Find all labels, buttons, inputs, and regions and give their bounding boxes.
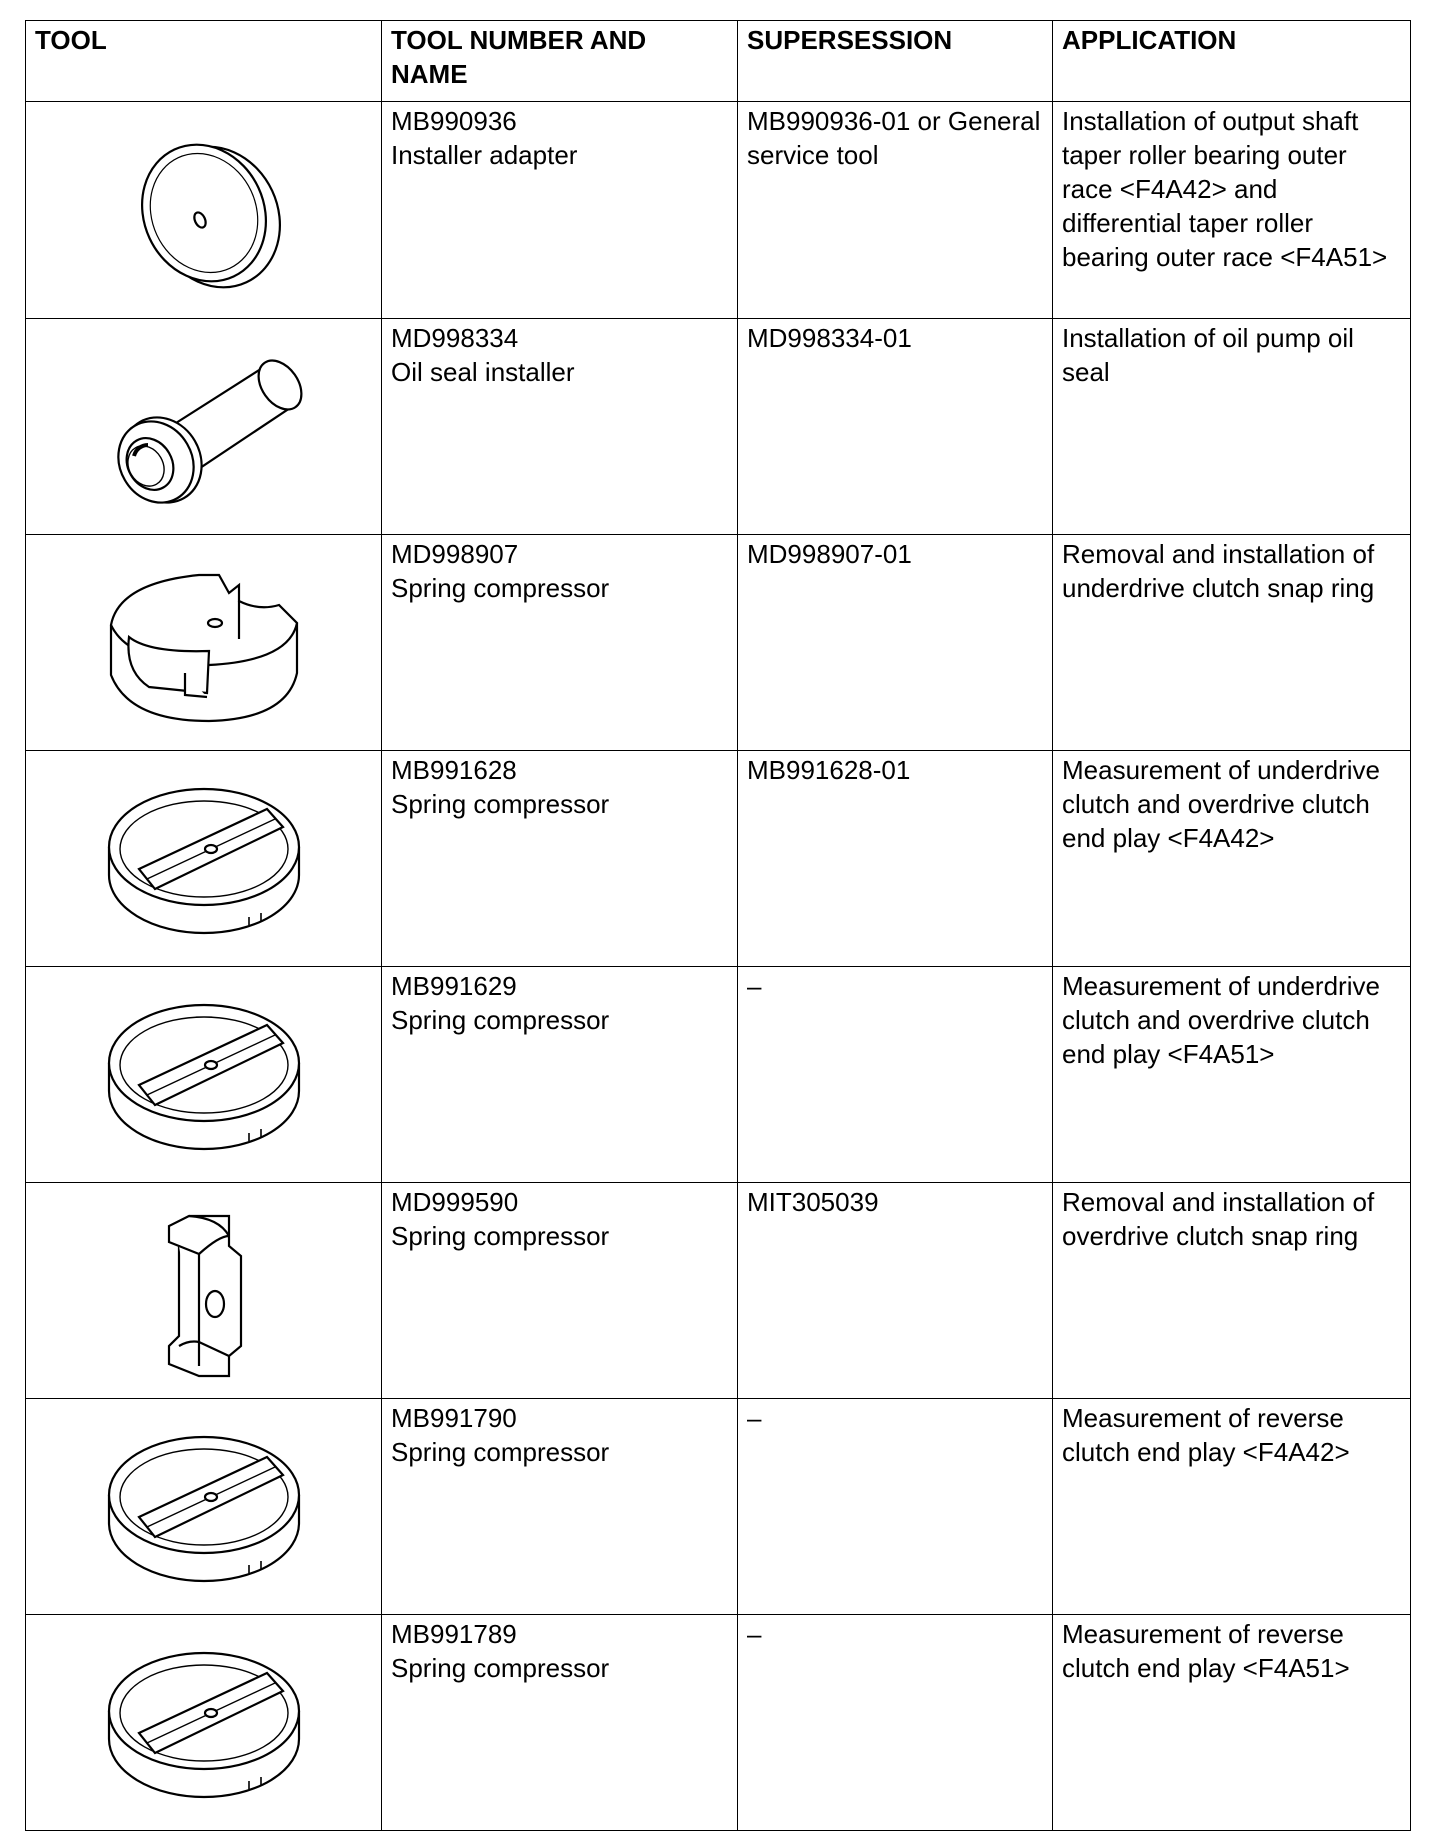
tool-name: Spring compressor [391, 789, 610, 819]
tool-illustration-cell [26, 535, 382, 751]
tool-number-name-cell [382, 535, 738, 751]
supersession-text: MB991628-01 [747, 755, 911, 785]
tool-illustration-cell [26, 102, 382, 319]
header-tool-number-and-name: TOOL NUMBER AND NAME [382, 21, 738, 102]
tool-illustration-cell [26, 319, 382, 535]
table-row [26, 319, 1411, 535]
supersession-text: – [747, 1403, 762, 1433]
spring-compressor-cup-icon [89, 553, 319, 733]
tool-number-name-cell [382, 751, 738, 967]
tool-name: Spring compressor [391, 1221, 610, 1251]
supersession-cell [738, 751, 1053, 967]
tool-number: MB991628 [391, 755, 517, 785]
table-row [26, 1183, 1411, 1399]
application-text: Measurement of underdrive clutch and overdrive clutch end play <F4A51> [1062, 971, 1380, 1069]
supersession-cell [738, 1399, 1053, 1615]
supersession-cell [738, 102, 1053, 319]
application-cell [1053, 1399, 1411, 1615]
application-cell [1053, 1615, 1411, 1831]
tool-number: MB991790 [391, 1403, 517, 1433]
tool-name: Spring compressor [391, 573, 610, 603]
tool-illustration-cell [26, 1615, 382, 1831]
tool-illustration-cell [26, 1399, 382, 1615]
tool-illustration-cell [26, 1183, 382, 1399]
tool-number: MB991789 [391, 1619, 517, 1649]
supersession-cell [738, 1183, 1053, 1399]
supersession-text: MD998907-01 [747, 539, 912, 569]
table-header-row [26, 21, 1411, 102]
tool-number: MD998907 [391, 539, 519, 569]
application-text: Measurement of reverse clutch end play <F4A42> [1062, 1403, 1350, 1467]
oil-seal-installer-icon [84, 342, 324, 512]
tool-number-name-cell [382, 967, 738, 1183]
tool-name: Oil seal installer [391, 357, 575, 387]
application-text: Removal and installation of underdrive clutch snap ring [1062, 539, 1375, 603]
spring-compressor-ring-icon [99, 779, 309, 939]
special-tools-table [25, 20, 1411, 1831]
header-tool: TOOL [26, 21, 382, 102]
tool-number-name-cell [382, 1399, 738, 1615]
table-row [26, 1615, 1411, 1831]
tool-name: Spring compressor [391, 1437, 610, 1467]
tool-number-name-cell [382, 102, 738, 319]
tool-name: Installer adapter [391, 140, 578, 170]
application-cell [1053, 102, 1411, 319]
application-cell [1053, 319, 1411, 535]
header-supersession: SUPERSESSION [738, 21, 1053, 102]
tool-number: MD998334 [391, 323, 519, 353]
application-cell [1053, 1183, 1411, 1399]
supersession-cell [738, 535, 1053, 751]
tool-number-name-cell [382, 1183, 738, 1399]
supersession-text: – [747, 1619, 762, 1649]
tool-number-name-cell [382, 1615, 738, 1831]
supersession-text: MB990936-01 or General service tool [747, 106, 1041, 170]
supersession-text: MD998334-01 [747, 323, 912, 353]
supersession-cell [738, 967, 1053, 1183]
table-row [26, 751, 1411, 967]
application-cell [1053, 967, 1411, 1183]
tool-number: MB990936 [391, 106, 517, 136]
application-cell [1053, 535, 1411, 751]
application-text: Installation of output shaft taper roller bearing outer race <F4A42> and differential taper roller bearing outer race <F4A51> [1062, 106, 1388, 272]
table-row [26, 535, 1411, 751]
table-row [26, 967, 1411, 1183]
tool-number: MD999590 [391, 1187, 519, 1217]
installer-adapter-icon [104, 125, 304, 295]
application-text: Removal and installation of overdrive clutch snap ring [1062, 1187, 1375, 1251]
application-cell [1053, 751, 1411, 967]
spring-compressor-ring-icon [99, 1643, 309, 1803]
tool-number-name-cell [382, 319, 738, 535]
spring-compressor-ring-icon [99, 995, 309, 1155]
table-row [26, 102, 1411, 319]
header-application: APPLICATION [1053, 21, 1411, 102]
application-text: Installation of oil pump oil seal [1062, 323, 1354, 387]
supersession-cell [738, 1615, 1053, 1831]
spring-compressor-ring-icon [99, 1427, 309, 1587]
tool-number: MB991629 [391, 971, 517, 1001]
tool-illustration-cell [26, 967, 382, 1183]
application-text: Measurement of underdrive clutch and overdrive clutch end play <F4A42> [1062, 755, 1380, 853]
spring-compressor-segment-icon [129, 1196, 279, 1386]
supersession-cell [738, 319, 1053, 535]
tool-name: Spring compressor [391, 1005, 610, 1035]
tool-name: Spring compressor [391, 1653, 610, 1683]
supersession-text: MIT305039 [747, 1187, 879, 1217]
table-row [26, 1399, 1411, 1615]
tool-illustration-cell [26, 751, 382, 967]
application-text: Measurement of reverse clutch end play <F4A51> [1062, 1619, 1350, 1683]
supersession-text: – [747, 971, 762, 1001]
